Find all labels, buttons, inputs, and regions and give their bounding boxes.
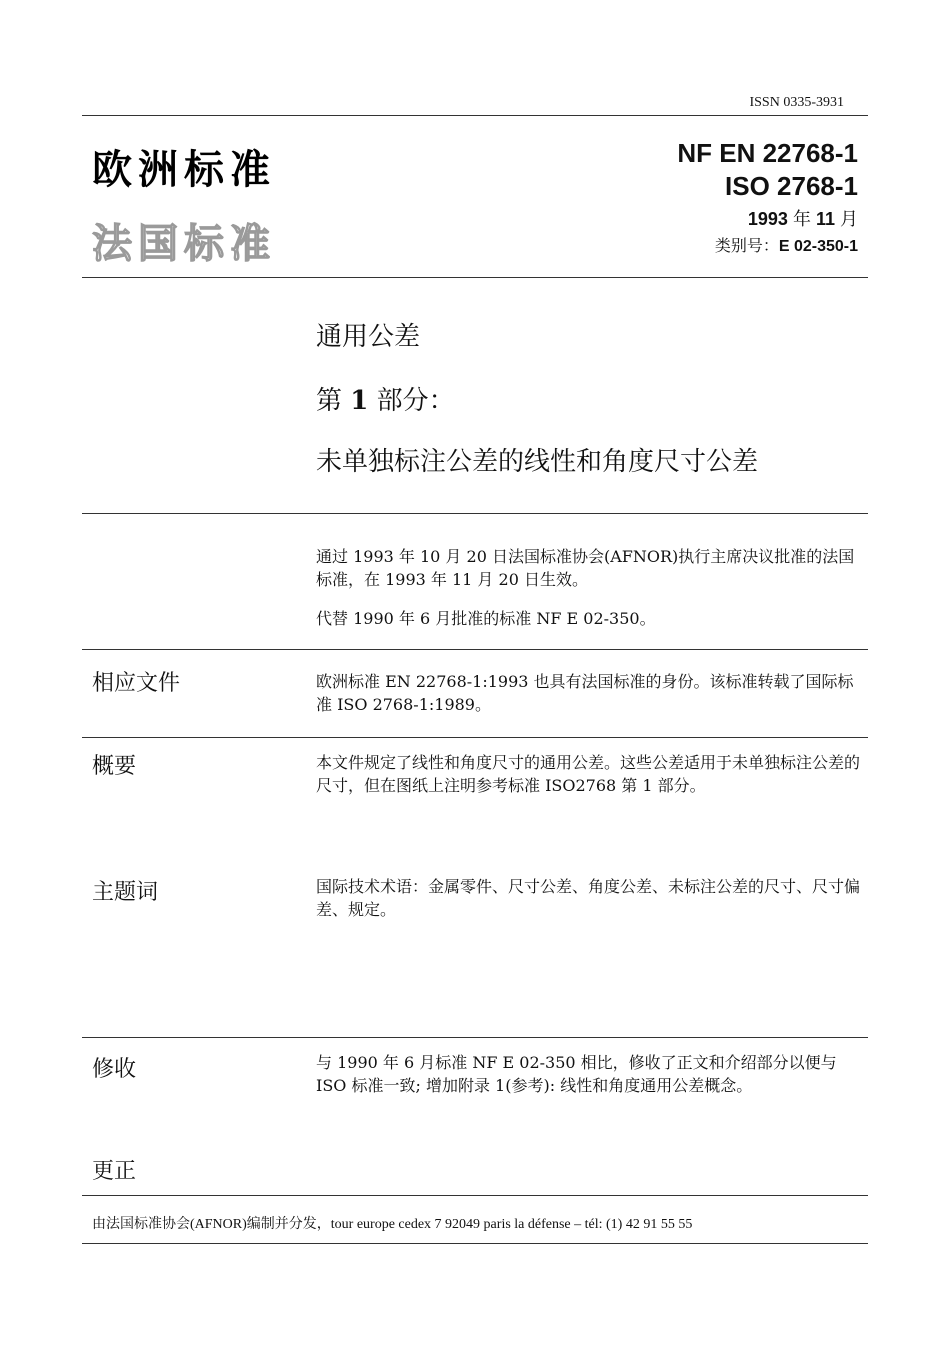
header-bottom-rule — [82, 277, 868, 278]
classification-value: E 02-350-1 — [778, 238, 858, 255]
title-part-prefix: 第 — [316, 386, 343, 416]
correspondence-label: 相应文件 — [92, 671, 181, 696]
correspondence-text: 欧洲标准 EN 22768-1:1993 也具有法国标准的身份。该标准转载了国际标准 ISO 2768-1:1989。 — [316, 672, 854, 714]
date-year-unit: 年 — [792, 209, 811, 229]
classification-label: 类别号： — [714, 238, 779, 255]
footer-bottom-rule — [82, 1243, 868, 1244]
revision-label: 修收 — [92, 1057, 137, 1082]
summary-text: 本文件规定了线性和角度尺寸的通用公差。这些公差适用于未单独标注公差的尺寸，但在图纸上注明参考标准 ISO2768 第 1 部分。 — [316, 753, 861, 795]
standard-number-iso: ISO 2768-1 — [725, 171, 858, 201]
classification — [715, 233, 858, 256]
date-year: 1993 — [747, 209, 788, 229]
publication-date — [748, 205, 858, 231]
section-rule-revision — [82, 1037, 868, 1038]
approval-paragraph-1: 通过 1993 年 10 月 20 日法国标准协会(AFNOR)执行主席决议批准的法国标准，在 1993 年 11 月 20 日生效。 — [316, 547, 855, 589]
keywords-label: 主题词 — [92, 880, 159, 905]
revision-text: 与 1990 年 6 月标准 NF E 02-350 相比，修收了正文和介绍部分以便与 ISO 标准一致; 增加附录 1(参考): 线性和角度通用公差概念。 — [316, 1053, 837, 1095]
footer-publisher-info: 由法国标准协会(AFNOR)编制并分发，tour europe cedex 7 92049 paris la défense – tél: (1) 42 91 55 55 — [92, 1217, 693, 1232]
section-rule-correspondence — [82, 649, 868, 650]
title-part-suffix: 部分： — [376, 386, 455, 416]
footer-top-rule — [82, 1195, 868, 1196]
standard-number-en: NF EN 22768-1 — [677, 138, 858, 168]
summary-label: 概要 — [92, 754, 137, 779]
title-line-3: 未单独标注公差的线性和角度尺寸公差 — [316, 447, 759, 477]
brand-french-standard: 法国标准 — [92, 221, 276, 267]
keywords-text: 国际技术术语：金属零件、尺寸公差、角度公差、未标注公差的尺寸、尺寸偏差、规定。 — [316, 877, 861, 919]
title-line-1: 通用公差 — [316, 322, 421, 352]
date-month-unit: 月 — [840, 209, 858, 229]
header-top-rule — [82, 115, 868, 116]
brand-european-standard: 欧洲标准 — [92, 147, 276, 193]
title-part-number: 1 — [350, 386, 369, 416]
corrigendum-label: 更正 — [92, 1159, 137, 1184]
date-month: 11 — [815, 209, 835, 229]
section-rule-summary — [82, 737, 868, 738]
approval-paragraph-2: 代替 1990 年 6 月批准的标准 NF E 02-350。 — [316, 609, 656, 628]
title-bottom-rule — [82, 513, 868, 514]
issn-number: ISSN 0335-3931 — [749, 95, 844, 110]
title-line-2 — [316, 380, 455, 417]
